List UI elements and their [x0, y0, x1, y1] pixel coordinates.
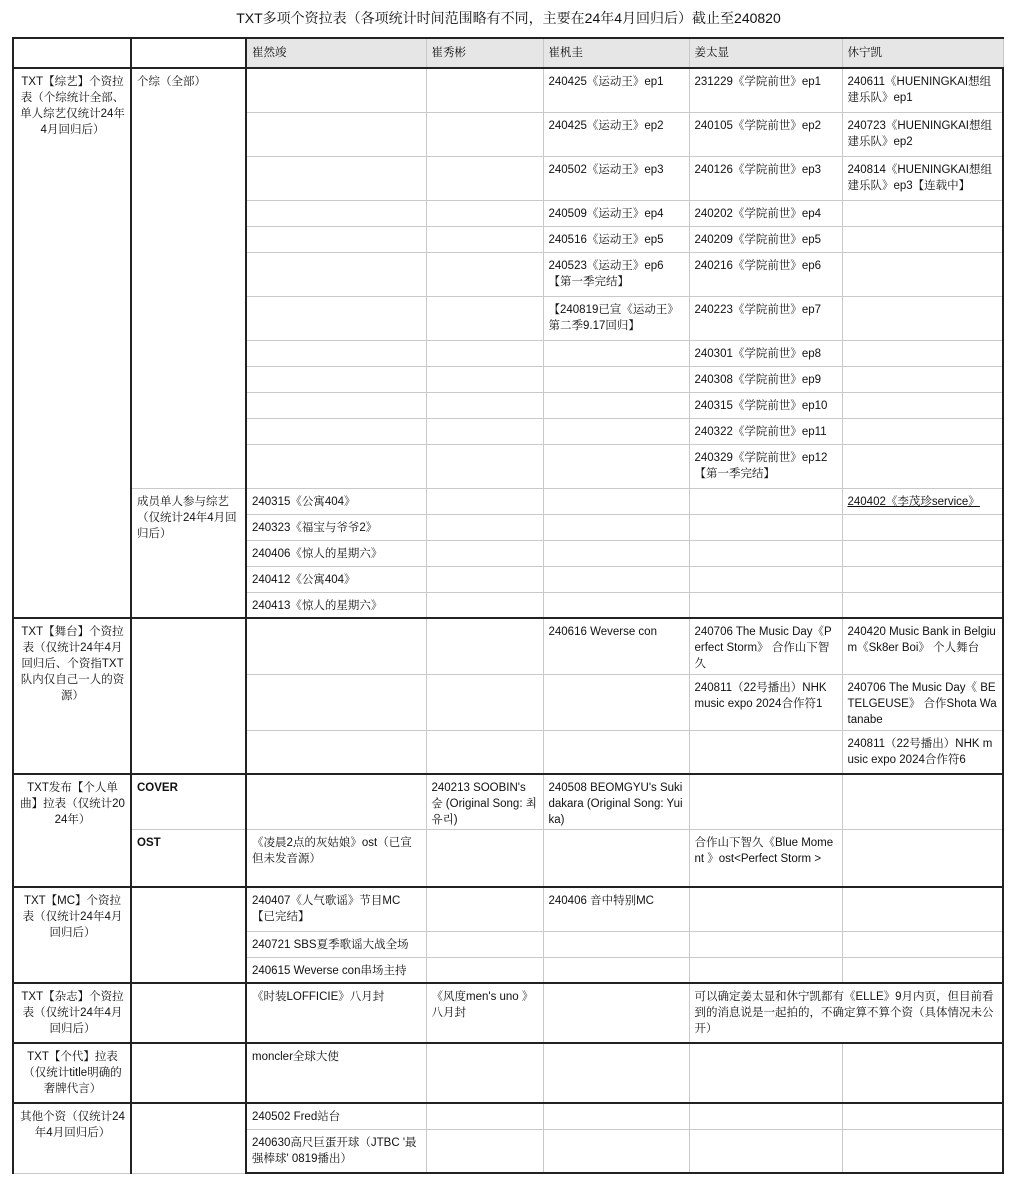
cell-entry: 240213 SOOBIN's 숲 (Original Song: 최유리) [426, 774, 543, 829]
cell-entry: 240425《运动王》ep2 [543, 112, 689, 156]
cell-entry: 240523《运动王》ep6【第一季完结】 [543, 252, 689, 296]
header-member: 崔秀彬 [426, 38, 543, 68]
cell-entry: 240315《学院前世》ep10 [689, 392, 842, 418]
cell-entry: 240216《学院前世》ep6 [689, 252, 842, 296]
cell-entry: 240616 Weverse con [543, 618, 689, 674]
cell-entry: 240126《学院前世》ep3 [689, 156, 842, 200]
table-row [13, 488, 1003, 514]
cell-entry: 【240819已宣《运动王》第二季9.17回归】 [543, 296, 689, 340]
cell-entry: 240412《公寓404》 [246, 566, 426, 592]
cell-entry: 240723《HUENINGKAI想组建乐队》ep2 [842, 112, 1003, 156]
cell-entry: 合作山下智久《Blue Moment 》ost<Perfect Storm > [689, 829, 842, 887]
subcategory-cell: COVER [131, 774, 246, 829]
header-row [13, 38, 1003, 68]
cell-entry: 240105《学院前世》ep2 [689, 112, 842, 156]
cell-entry: 240706 The Music Day《 BETELGEUSE》 合作Shota Watanabe [842, 674, 1003, 730]
cell-entry: 240502《运动王》ep3 [543, 156, 689, 200]
header-member: 崔杋圭 [543, 38, 689, 68]
cell-entry: 240516《运动王》ep5 [543, 226, 689, 252]
cell-entry: 240322《学院前世》ep11 [689, 418, 842, 444]
stats-table [12, 37, 1004, 1174]
category-cell: TXT【个代】拉表（仅统计title明确的奢牌代言） [13, 1043, 131, 1103]
category-cell: 其他个资（仅统计24年4月回归后） [13, 1103, 131, 1173]
table-row [13, 68, 1003, 112]
cell-entry: 240406 音中特别MC [543, 887, 689, 931]
table-row [13, 829, 1003, 887]
category-cell: TXT发布【个人单曲】拉表（仅统计2024年） [13, 774, 131, 887]
cell-entry: 240706 The Music Day《Perfect Storm》 合作山下智久 [689, 618, 842, 674]
cell-entry: 240814《HUENINGKAI想组建乐队》ep3【连载中】 [842, 156, 1003, 200]
category-cell: TXT【舞台】个资拉表（仅统计24年4月回归后、个资指TXT队内仅自己一人的资源） [13, 618, 131, 774]
cell-entry: 240407《人气歌谣》节目MC【已完结】 [246, 887, 426, 931]
cell-entry: 240308《学院前世》ep9 [689, 366, 842, 392]
cell-entry: 240611《HUENINGKAI想组建乐队》ep1 [842, 68, 1003, 112]
cell-entry: 240425《运动王》ep1 [543, 68, 689, 112]
category-cell: TXT【综艺】个资拉表（个综统计全部、单人综艺仅统计24年4月回归后） [13, 68, 131, 618]
cell-entry: 240508 BEOMGYU's Sukidakara (Original Song: Yuika) [543, 774, 689, 829]
cell-entry: moncler全球大使 [246, 1043, 426, 1103]
cell-entry: 《凌晨2点的灰姑娘》ost（已宣但未发音源） [246, 829, 426, 887]
category-cell: TXT【MC】个资拉表（仅统计24年4月回归后） [13, 887, 131, 983]
cell-entry: 240502 Fred站台 [246, 1103, 426, 1129]
cell-entry: 《风度men's uno 》八月封 [426, 983, 543, 1043]
header-member: 休宁凯 [842, 38, 1003, 68]
cell-entry: 240406《惊人的星期六》 [246, 540, 426, 566]
cell-entry: 240323《福宝与爷爷2》 [246, 514, 426, 540]
table-row [13, 1103, 1003, 1129]
category-cell: TXT【杂志】个资拉表（仅统计24年4月回归后） [13, 983, 131, 1043]
header-blank-1 [13, 38, 131, 68]
header-member: 崔然竣 [246, 38, 426, 68]
header-blank-2 [131, 38, 246, 68]
table-row [13, 1043, 1003, 1103]
subcategory-cell: 个综（全部） [131, 68, 246, 488]
cell-entry: 240420 Music Bank in Belgium《Sk8er Boi》 个人舞台 [842, 618, 1003, 674]
cell-entry: 240301《学院前世》ep8 [689, 340, 842, 366]
table-row [13, 618, 1003, 674]
cell-entry: 240721 SBS夏季歌谣大战全场 [246, 931, 426, 957]
cell-entry: 240615 Weverse con串场主持 [246, 957, 426, 983]
cell-entry: 240509《运动王》ep4 [543, 200, 689, 226]
table-row [13, 887, 1003, 931]
table-row [13, 983, 1003, 1043]
cell-entry: 240223《学院前世》ep7 [689, 296, 842, 340]
cell-entry: 《时装LOFFICIE》八月封 [246, 983, 426, 1043]
cell-entry [842, 488, 1003, 514]
cell-entry: 240811（22号播出）NHK music expo 2024合作符6 [842, 730, 1003, 774]
cell-entry: 240811（22号播出）NHK music expo 2024合作符1 [689, 674, 842, 730]
cell-entry: 240315《公寓404》 [246, 488, 426, 514]
table-row [13, 774, 1003, 829]
cell-entry: 240202《学院前世》ep4 [689, 200, 842, 226]
linked-entry: 240402《李茂珍service》 [847, 495, 980, 508]
cell-note: 可以确定姜太显和休宁凯都有《ELLE》9月内页，但目前看到的消息说是一起拍的，不确定算不算个资（具体情况未公开） [689, 983, 1003, 1043]
page-title: TXT多项个资拉表（各项统计时间范围略有不同，主要在24年4月回归后）截止至240820 [236, 10, 781, 26]
header-member: 姜太显 [689, 38, 842, 68]
cell-entry: 240630高尺巨蛋开球（JTBC '最强棒球' 0819播出） [246, 1129, 426, 1173]
subcategory-cell: 成员单人参与综艺（仅统计24年4月回归后） [131, 488, 246, 618]
subcategory-cell: OST [131, 829, 246, 887]
cell-entry: 240329《学院前世》ep12【第一季完结】 [689, 444, 842, 488]
cell-entry: 240413《惊人的星期六》 [246, 592, 426, 618]
cell-entry: 231229《学院前世》ep1 [689, 68, 842, 112]
cell-entry: 240209《学院前世》ep5 [689, 226, 842, 252]
